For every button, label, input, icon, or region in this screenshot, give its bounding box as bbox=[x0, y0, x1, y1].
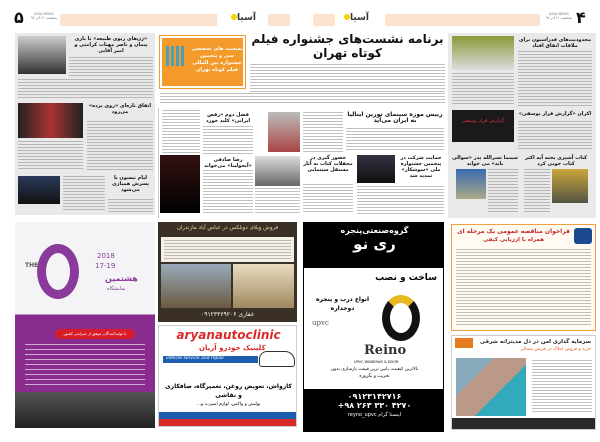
header-band bbox=[60, 14, 150, 26]
article-body bbox=[160, 93, 445, 103]
article-title: اکران «گزارش فرار یوسفی» bbox=[518, 111, 592, 117]
promo-title: نشست های تخصصی سی و پنجمین جشنواره بین المللی فیلم کوتاه تهران bbox=[191, 46, 243, 73]
article-body bbox=[250, 64, 445, 92]
instagram-handle[interactable]: reyno_upvc bbox=[347, 412, 377, 418]
article-body bbox=[452, 73, 514, 106]
article-title: حضور گیری در محفلات کتاب به آثار مستقل سینمایی bbox=[303, 155, 353, 173]
film-poster bbox=[160, 155, 200, 213]
reino-header bbox=[304, 223, 444, 268]
article-title: رییس موزه سینمای تورین ایتالیا به ایران می‌آید bbox=[347, 111, 443, 124]
expo-year: 2018 bbox=[97, 252, 115, 260]
article-body bbox=[518, 51, 592, 106]
article-title: محدودیت‌های فدراسیون برای ملاقات اتفاق افتاد bbox=[518, 37, 592, 49]
article-body bbox=[69, 57, 153, 77]
aryan-brand: aryanautoclinic bbox=[176, 328, 281, 342]
aryan-tagline: vehicle service and repair bbox=[163, 356, 258, 363]
article-photo bbox=[18, 176, 60, 204]
divider bbox=[158, 108, 159, 218]
tender-body bbox=[456, 249, 591, 327]
villa-title: فروش ویلای دوبلکس در عباس آباد مازندران bbox=[176, 225, 279, 231]
instagram-label: اینستا گرام bbox=[378, 412, 402, 418]
reino-logo bbox=[382, 295, 420, 341]
villa-contact: ۰۹۱۲۳۳۶۹۲۰۶ غفاری bbox=[201, 311, 254, 318]
reino-phone: ۰۹۱۲۳۱۴۲۷۱۶ bbox=[347, 392, 402, 401]
article-body bbox=[255, 188, 300, 213]
expo-ad[interactable] bbox=[15, 222, 155, 428]
reino-description: بالاترین کیفیت، پایین ترین قیمت بازسازی بدون تخریب و بگروزه bbox=[330, 367, 419, 379]
expo-bullets bbox=[25, 344, 145, 389]
article-body bbox=[108, 199, 153, 213]
villa-interior-photo bbox=[233, 264, 294, 308]
reino-brand-sub: UPVC WINDOWS & DOOR bbox=[354, 360, 399, 364]
expo-logo bbox=[37, 244, 79, 299]
article-photo bbox=[268, 112, 300, 152]
article-title: کتاب آشپزی پخته آیه اکثر کتاب خوبی کرد bbox=[524, 155, 588, 167]
realestate-body bbox=[532, 360, 592, 412]
company-logo bbox=[455, 338, 473, 348]
reino-group: گروه‌صنعتی‌پنجره bbox=[340, 226, 409, 235]
article-title: «ژن‌های ریوی طبیعه» با بازی پیمان و ناصر مهتاب کرامتی و امیر آقایی bbox=[74, 36, 148, 54]
header-band bbox=[313, 14, 335, 26]
article-body bbox=[303, 184, 353, 214]
article-title: رضا صادقی «آنجولینا» می‌خواند bbox=[204, 157, 252, 169]
aryan-stripe bbox=[159, 412, 297, 426]
reino-phone: +۹۸ ۲۶۳ ۳۳۰ ۴۲۷۰ bbox=[337, 401, 412, 410]
aryan-extra: پولیش و واکس، لوازم اسپرت و... bbox=[196, 402, 261, 407]
article-body bbox=[524, 169, 550, 213]
header-band bbox=[268, 14, 290, 26]
header-band bbox=[385, 14, 540, 26]
article-body bbox=[488, 169, 518, 213]
realestate-title: سرمایه گذاری امن در دل مدیترانه شرقی bbox=[479, 339, 591, 345]
car-icon bbox=[259, 351, 295, 367]
article-body bbox=[162, 110, 200, 155]
article-photo bbox=[18, 36, 66, 74]
villa-photo bbox=[161, 264, 231, 308]
reino-contact bbox=[304, 389, 444, 432]
header-band bbox=[150, 14, 217, 26]
article-body bbox=[87, 121, 153, 171]
right-column bbox=[448, 33, 596, 218]
expo-dates: 17-19 bbox=[95, 262, 116, 270]
article-photo bbox=[18, 103, 83, 138]
expo-number: هشتمین bbox=[105, 274, 138, 283]
page-number: ۵ bbox=[14, 8, 24, 27]
article-photo bbox=[456, 169, 486, 199]
reino-upvc: upvc bbox=[312, 319, 329, 327]
article-body bbox=[18, 79, 153, 99]
article-body bbox=[357, 186, 444, 214]
tender-subtitle: همراه با ارزیابی کیفی bbox=[483, 237, 544, 243]
masthead-info: ASIA NEWS پنجشنبه ۲۱ آذر ۹۷ bbox=[30, 12, 58, 20]
masthead-info: ASIA NEWS پنجشنبه ۲۱ آذر ۹۷ bbox=[545, 12, 573, 20]
article-body bbox=[203, 170, 253, 213]
aryan-brand-fa: کلینیک خودرو آریان bbox=[199, 344, 266, 352]
article-title: سینما نسرالله پدر «سوالی باید» می خواند bbox=[452, 155, 518, 167]
article-title: فصل دوم «رقص ایرانی» کلید خورد bbox=[205, 112, 251, 124]
article-title: حمایت شرکت در پنجمین جشنواره ملی «سوشکار» تمدید شد bbox=[400, 155, 442, 179]
reino-ad[interactable] bbox=[303, 222, 444, 432]
film-icon bbox=[166, 46, 186, 66]
page-number: ۴ bbox=[576, 8, 586, 27]
reino-name: ری نو bbox=[353, 235, 396, 253]
article-body bbox=[518, 121, 592, 151]
expo-title: نمایشگاه bbox=[107, 286, 126, 292]
logo: آسیا bbox=[230, 13, 256, 23]
expo-the: THE bbox=[25, 262, 39, 269]
expo-photo bbox=[15, 392, 155, 428]
article-photo bbox=[357, 155, 395, 183]
reino-products: انواع درب و پنجره دوجداره bbox=[315, 296, 370, 312]
article-title: لیام نیسون با پسرش همبازی می‌شود bbox=[112, 175, 149, 193]
left-column bbox=[15, 33, 155, 215]
reino-brand: Reino bbox=[364, 343, 407, 358]
realestate-ad[interactable] bbox=[451, 335, 596, 430]
realestate-subtitle: خرید و فروش املاک در قبرس شمالی bbox=[520, 347, 591, 352]
aryan-services: کارواش، تعویض روغن، تعمیرگاه، صافکاری و نقاشی bbox=[165, 383, 292, 399]
promo-box bbox=[160, 36, 245, 88]
main-headline: برنامه نشست‌های جشنواره فیلم کوتاه تهران bbox=[251, 32, 444, 60]
tender-ad[interactable] bbox=[451, 224, 596, 331]
article-body bbox=[203, 126, 253, 154]
article-body bbox=[63, 176, 105, 212]
aryan-autoclinic-ad[interactable] bbox=[158, 325, 297, 427]
realestate-photos bbox=[456, 358, 526, 416]
reino-service: ساخت و نصب bbox=[375, 273, 437, 283]
logo: آسیا bbox=[343, 13, 369, 23]
article-body bbox=[346, 128, 444, 152]
article-photo bbox=[255, 156, 300, 186]
article-body bbox=[18, 141, 83, 171]
company-logo bbox=[574, 228, 592, 244]
villa-features bbox=[161, 237, 294, 262]
villa-ad[interactable] bbox=[158, 222, 297, 322]
film-poster: گزارش فرار یوسفی bbox=[452, 110, 514, 142]
article-photo bbox=[452, 36, 514, 70]
tender-title: فراخوان مناقصه عمومی یک مرحله ای bbox=[457, 228, 570, 235]
realestate-footer bbox=[452, 418, 596, 430]
article-photo bbox=[552, 169, 588, 203]
article-title: اتفاق تازه‌ای «روی پرده» می‌رود bbox=[88, 103, 152, 115]
article-body bbox=[303, 112, 343, 152]
expo-slogan: با تولیدکنندگان موفق از سراسر کشور bbox=[55, 329, 135, 339]
